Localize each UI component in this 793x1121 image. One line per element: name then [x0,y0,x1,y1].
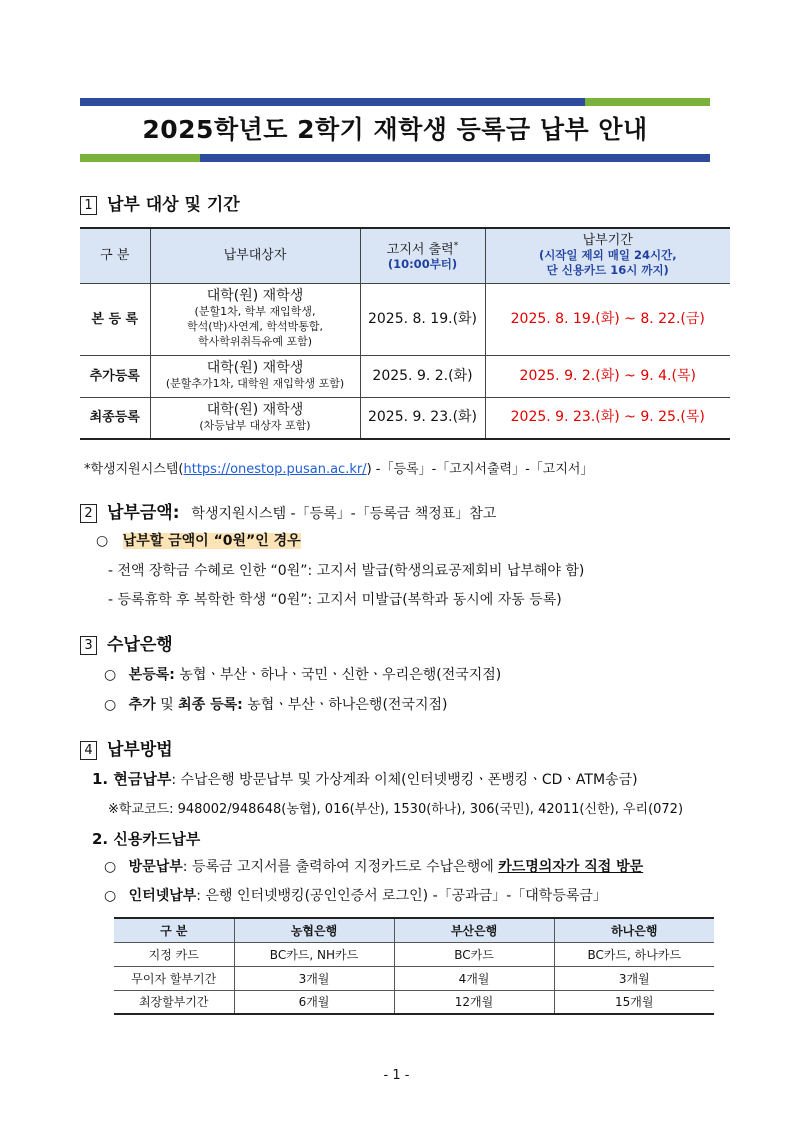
target-sub: (분할1차, 학부 재입학생, [194,305,316,318]
card-col-header: 농협은행 [234,918,394,942]
print-date: 2025. 9. 23.(화) [360,397,485,439]
section-4-title: 납부방법 [107,740,173,760]
col-header-period-sub1: (시작일 제외 매일 24시간, [538,248,677,263]
asterisk-mark: * [453,241,459,252]
page-number: - 1 - [383,1068,410,1083]
visit-payment [104,856,643,876]
target-sub: 학석(박)사연계, 학석박통합, [187,320,323,333]
col-header-gubun-text: 구 분 [100,248,130,264]
target-sub: (차등납부 대상자 포함) [199,418,311,432]
note-path: ) -「등록」-「고지서출력」-「고지서」 [366,462,594,477]
additional-label: 추가 [128,697,156,713]
final-registration-label: 최종 등록: [178,697,243,713]
zero-case-2: - 등록휴학 후 복학한 학생 “0원”: 고지서 미발급(복학과 동시에 자동 등록) [108,592,562,608]
additional-banks: 농협ㆍ부산ㆍ하나은행(전국지점) [247,697,448,713]
target-main: 대학(원) 재학생 [206,401,304,418]
school-code-note: ※학교코드: 948002/948648(농협), 016(부산), 1530(하나), 306(국민), 42011(신한), 우리(072) [108,802,684,817]
col-header-print-sub: (10:00부터) [387,257,458,272]
title-bar-top-blue [80,98,585,106]
main-registration-banks: 농협ㆍ부산ㆍ하나ㆍ국민ㆍ신한ㆍ우리은행(전국지점) [179,667,502,683]
col-header-target-text: 납부대상자 [223,248,287,264]
target-main: 대학(원) 재학생 [206,360,304,376]
section-2-heading [80,498,496,523]
title-bar-top-green [585,98,710,106]
table-row [80,397,730,439]
title-bar-bottom-blue [200,154,710,162]
bullet-mark: ○ [104,859,117,875]
card-col-header: 부산은행 [394,918,554,942]
card-cell: 6개월 [234,990,394,1014]
visit-payment-label: 방문납부 [128,859,183,875]
bullet-mark: ○ [96,533,109,549]
print-date: 2025. 8. 19.(화) [360,283,485,355]
row-label: 본 등 록 [80,283,150,355]
section-2-number: 2 [80,504,97,523]
card-payment-label: 2. 신용카드납부 [92,830,201,848]
section-3-heading [80,630,173,655]
card-cell: 12개월 [394,990,554,1014]
zero-case-1: - 전액 장학금 수혜로 인한 “0원”: 고지서 발급(학생의료공제회비 납부해야 함) [108,563,585,579]
table-row [80,355,730,397]
col-header-print-text: 고지서 출력 [386,242,454,258]
page-title: 2025학년도 2학기 재학생 등록금 납부 안내 [142,115,648,144]
card-table [114,917,714,1015]
section-4-number: 4 [80,741,97,760]
print-date: 2025. 9. 2.(화) [360,355,485,397]
zero-amount-highlight: 납부할 금액이 “0원”인 경우 [122,533,301,549]
section-3-number: 3 [80,636,97,655]
cash-payment-text: : 수납은행 방문납부 및 가상계좌 이체(인터넷뱅킹ㆍ폰뱅킹ㆍCDㆍATM송금) [171,772,638,788]
table-row [80,283,730,355]
bank-list-main [104,664,501,684]
table-row [114,966,714,990]
col-header-period [485,228,730,283]
card-row-label: 지정 카드 [114,942,234,966]
col-header-period-sub2: 단 신용카드 16시 까지) [546,263,669,278]
col-header-period-text: 납부기간 [582,233,633,249]
bullet-mark: ○ [104,667,117,683]
section-1-title: 납부 대상 및 기간 [107,195,240,215]
title-bar-bottom-green [80,154,200,162]
col-header-target [150,228,360,283]
card-cell: 3개월 [234,966,394,990]
table-row [114,942,714,966]
section-2-title: 납부금액: [107,503,180,523]
section-3-title: 수납은행 [107,635,173,655]
card-cell: BC카드, NH카드 [234,942,394,966]
card-cell: 15개월 [554,990,714,1014]
system-note [84,458,593,477]
col-header-print [360,228,485,283]
bullet-mark: ○ [104,888,117,904]
internet-payment-text: : 은행 인터넷뱅킹(공인인증서 로그인) -「공과금」-「대학등록금」 [196,888,607,904]
target-sub: (분할추가1차, 대학원 재입학생 포함) [165,377,345,390]
col-header-gubun [80,228,150,283]
cardholder-visit-emphasis: 카드명의자가 직접 방문 [498,859,644,875]
row-label: 최종등록 [80,397,150,439]
card-row-label: 최장할부기간 [114,990,234,1014]
card-col-header: 구 분 [114,918,234,942]
payment-period: 2025. 9. 2.(화) ~ 9. 4.(목) [485,355,730,397]
card-cell: BC카드, 하나카드 [554,942,714,966]
card-row-label: 무이자 할부기간 [114,966,234,990]
internet-payment-label: 인터넷납부 [128,888,197,904]
cash-payment [92,768,638,789]
payment-period: 2025. 9. 23.(화) ~ 9. 25.(목) [485,397,730,439]
schedule-table [80,227,730,440]
section-4-heading [80,735,173,760]
main-registration-label: 본등록: [128,667,175,683]
note-prefix: *학생지원시스템( [84,462,184,477]
cash-payment-label: 1. 현금납부 [92,770,172,788]
bank-list-additional [104,694,447,714]
section-1-number: 1 [80,196,97,215]
target-sub: 학사학위취득유예 포함) [197,335,313,348]
and-word: 및 [160,697,174,713]
bullet-mark: ○ [104,697,117,713]
payment-period: 2025. 8. 19.(화) ~ 8. 22.(금) [485,283,730,355]
section-1-heading [80,190,240,215]
target-main: 대학(원) 재학생 [206,288,304,304]
card-cell: 3개월 [554,966,714,990]
card-col-header: 하나은행 [554,918,714,942]
card-cell: 4개월 [394,966,554,990]
section-2-text: 학생지원시스템 -「등록」-「등록금 책정표」참고 [191,506,497,522]
section-2-bullet [96,530,301,550]
card-cell: BC카드 [394,942,554,966]
onestop-link[interactable]: https://onestop.pusan.ac.kr/ [183,462,367,477]
visit-payment-text: : 등록금 고지서를 출력하여 지정카드로 수납은행에 [182,859,494,875]
internet-payment [104,885,607,905]
row-label: 추가등록 [80,355,150,397]
table-row [114,990,714,1014]
